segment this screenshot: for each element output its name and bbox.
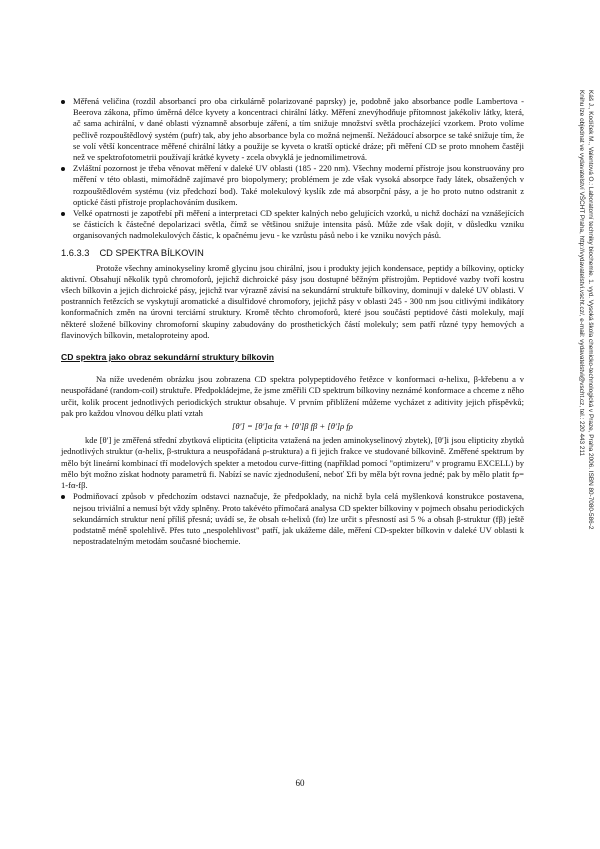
- bullet-list-bottom: [61, 491, 524, 547]
- bullet-marker: [61, 167, 65, 171]
- page-content: [61, 96, 524, 547]
- page-number: 60: [295, 778, 305, 788]
- bullet-item: [61, 491, 524, 547]
- section-title: CD SPEKTRA BÍLKOVIN: [99, 247, 204, 258]
- bullet-marker: [61, 495, 65, 499]
- citation-line: Káš J., Kodíček M., Valentová O.: Laboratorní techniky biochemie. 1. vyd. Vysoká škola chemicko-technologická v Praze, Praha 2006. ISBN 80-7080-586-2: [587, 90, 594, 530]
- bullet-item: [61, 208, 524, 242]
- bullet-marker: [61, 100, 65, 104]
- formula-explanation: kde [θ′] je změřená střední zbytková elipticita (elipticita vztažená na jeden aminokyselinový zbytek), [θ′]i jsou elipticity zbytků jednotlivých struktur (α-helix, β-struktura a neuspořádaná ρ-struktura) a fi jejich frakce ve studované bílkovině. Změřené spektrum by mělo být lineární kombinací tří modelových spekter a metodou curve-fitting (například pomocí "optimizeru" v programu EXCELL) by mělo být možno získat hodnoty parametrů fi. Nabízí se navíc zjednodušení, neboť Σfi by měla být rovna jedné; pak by mělo platit fρ= 1-fα-fβ.: [61, 435, 524, 491]
- section-heading: [61, 247, 524, 259]
- subsection-paragraph: Na níže uvedeném obrázku jsou zobrazena CD spektra polypeptidového řetězce v konformaci α-helixu, β-křebenu a v neuspořádané (random-coil) struktuře. Předpokládejme, že jsme změřili CD spektrum bílkoviny neznámé konformace a chceme z něho určit, kolik procent jednotlivých periodických struktur obsahuje. V prvním přiblížení můžeme vycházet z aditivity jejich příspěvků; pak pro každou vlnovou délku platí vztah: [61, 374, 524, 418]
- bullet-text: Podmiňovací způsob v předchozím odstavci naznačuje, že předpoklady, na nichž byla celá myšlenková konstrukce postavena, nejsou triviální a nemusí být vždy splněny. Proto takévéto přímočará analysa CD spekter bílkoviny v pojmech obsahu periodických sekundárních struktur není příliš přesná; uvádí se, že obsah α-helixů (fα) lze určit s přesností asi 5 % a obsah β-struktur (fβ) ještě podstatně méně spolehlivě. Přes tuto „nespolehlivost" patří, jak ukážeme dále, měření CD-spekter bílkovin v daleké UV oblasti k nepostradatelným metodám současné biochemie.: [73, 491, 524, 547]
- subsection-heading: CD spektra jako obraz sekundární struktury bílkovin: [61, 352, 274, 363]
- additivity-formula: [θ′] = [θ′]α fα + [θ′]β fβ + [θ′]ρ fρ: [232, 421, 353, 432]
- section-paragraph: Protože všechny aminokyseliny kromě glycinu jsou chirální, jsou i produkty jejich kondensace, peptidy a bílkoviny, opticky aktivní. Obsahují několik typů chromoforů, jejichž dichroické pásy jsou dostupné běžným přístrojům. Peptidové vazby tvoří kostru všech bílkovin a jejich dichroické pásy, jejichž tvar výrazně závisí na sekundární struktuře bílkoviny, dominují v daleké UV oblasti. V postranních řetězcích se vyskytují aromatické a disulfidové chromofory, jejichž pásy v oblasti 245 - 300 nm jsou citlivými indikátory konformačních změn na úrovni terciární struktury. Kromě těchto chromoforů, které jsou součástí peptidové části molekuly, mají některé složené bílkoviny chromoforní skupiny zabudovány do prosthetických částí molekuly; sem patří různé typy hemových a flavinových bílkovin, metaloproteiny apod.: [61, 262, 524, 340]
- bullet-text: Měřená veličina (rozdíl absorbancí pro oba cirkulárně polarizované paprsky) je, podobně jako absorbance podle Lambertova - Beerova zákona, přímo úměrná délce kyvety a koncentraci chirální látky. Měření znevýhodňuje přítomnost jakékoliv látky, která, ač sama achirální, v dané oblasti významně absorbuje záření, a tím snižuje množství světla procházející vzorkem. Proto volíme pečlivě rozpouštědlový systém (pufr) tak, aby jeho absorbance byla co možná nejmenší. Nežádoucí absorpce se také snižuje tím, že se volí větší koncentrace měřené chirální látky a použije se kyveta o kratší optické dráze; při měření CD se proto mnohem častěji než ve spektrofotometrii používají krátké kyvety - zcela obvyklá je jednomilimetrová.: [73, 96, 524, 163]
- bullet-list-top: [61, 96, 524, 242]
- bullet-item: [61, 163, 524, 208]
- section-number: 1.6.3.3: [61, 247, 90, 258]
- bullet-marker: [61, 212, 65, 216]
- bullet-text: Velké opatrnosti je zapotřebí při měření a interpretaci CD spekter kalných nebo gelujících vzorků, u nichž dochází na vznášejících se částicích k částečné depolarizaci světla, čímž se většinou snižuje intensita pásů. Může zde však dojít, v důsledku vzniku organisovaných nadmolekulových částic, k opačnému jevu - ke vzrůstu pásů nebo i ke vzniku nových pásů.: [73, 208, 524, 241]
- bullet-text: Zvláštní pozornost je třeba věnovat měření v daleké UV oblasti (185 - 220 nm). Všechny moderní přístroje jsou konstruovány pro měření v této oblasti, mimořádně zajímavé pro biopolymery; problémem je zde však vysoká absorpce řady látek, obsažených v rozpouštědlovém systému (viz předchozí bod). Také molekulový kyslík zde má absorpční pásy, a je ho proto nutno odstranit z optické části přístroje proplachováním dusíkem.: [73, 163, 524, 207]
- side-citation: [575, 90, 595, 595]
- bullet-item: [61, 96, 524, 163]
- ordering-line: Knihu lze objednat ve vydavatelství VŠCHT Praha, http://vydavatelstvi.vscht.cz/, e-mail: vydavatelstvi@vscht.cz, tel.: 220 443 211: [578, 90, 585, 457]
